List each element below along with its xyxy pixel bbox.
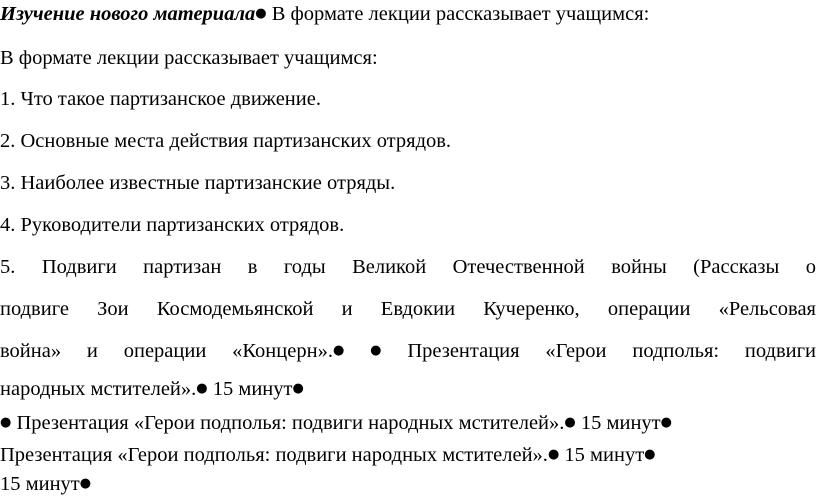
- list-item-5-line-4-text: народных мстителей».: [0, 378, 197, 400]
- heading-intro: В формате лекции рассказывает учащимся:: [271, 3, 650, 25]
- bullet-icon: ●: [0, 415, 12, 430]
- bullet-icon: ●: [660, 415, 672, 430]
- section-title: Изучение нового материала: [0, 3, 256, 25]
- presentation-line-1: [0, 411, 672, 435]
- bullet-icon: ●: [644, 447, 656, 462]
- bullet-icon: ●: [196, 381, 208, 396]
- list-item: 4. Руководители партизанских отрядов.: [0, 214, 345, 236]
- list-item-5-line-1: 5. Подвиги партизан в годы Великой Отечественной войны (Рассказы о: [0, 256, 816, 278]
- intro-text: В формате лекции рассказывает учащимся:: [0, 47, 378, 69]
- bullet-icon: ●: [79, 476, 92, 491]
- duration-text: 15 минут: [564, 444, 645, 466]
- final-duration-line: [0, 472, 91, 496]
- bullet-icon: ●: [547, 447, 560, 462]
- presentation-text: Презентация «Герои подполья: подвиги народных мстителей».: [16, 412, 565, 434]
- list-item-5-line-3: [0, 339, 816, 363]
- list-item: 1. Что такое партизанское движение.: [0, 88, 321, 110]
- list-item-5-line-3-tail: Презентация «Герои подполья: подвиги: [407, 340, 816, 362]
- list-item: 3. Наиболее известные партизанские отряды.: [0, 172, 396, 194]
- list-item: 2. Основные места действия партизанских отрядов.: [0, 130, 452, 152]
- heading-line: [0, 2, 649, 26]
- list-item-5-line-2: подвиге Зои Космодемьянской и Евдокии Кучеренко, операции «Рельсовая: [0, 298, 816, 320]
- presentation-text: Презентация «Герои подполья: подвиги народных мстителей».: [0, 444, 548, 466]
- bullet-icon: ●: [255, 6, 267, 21]
- bullet-icon: ●: [332, 343, 345, 358]
- duration-text: 15 минут: [0, 473, 80, 495]
- bullet-icon: ●: [564, 415, 576, 430]
- duration-text: 15 минут: [580, 412, 661, 434]
- duration-text: 15 минут: [212, 378, 293, 400]
- bullet-icon: ●: [292, 381, 304, 396]
- list-item-5-line-4: [0, 377, 304, 401]
- list-item-5-line-3-text: война» и операции «Концерн».: [0, 340, 333, 362]
- presentation-line-2: [0, 443, 656, 467]
- bullet-icon: ●: [370, 343, 382, 358]
